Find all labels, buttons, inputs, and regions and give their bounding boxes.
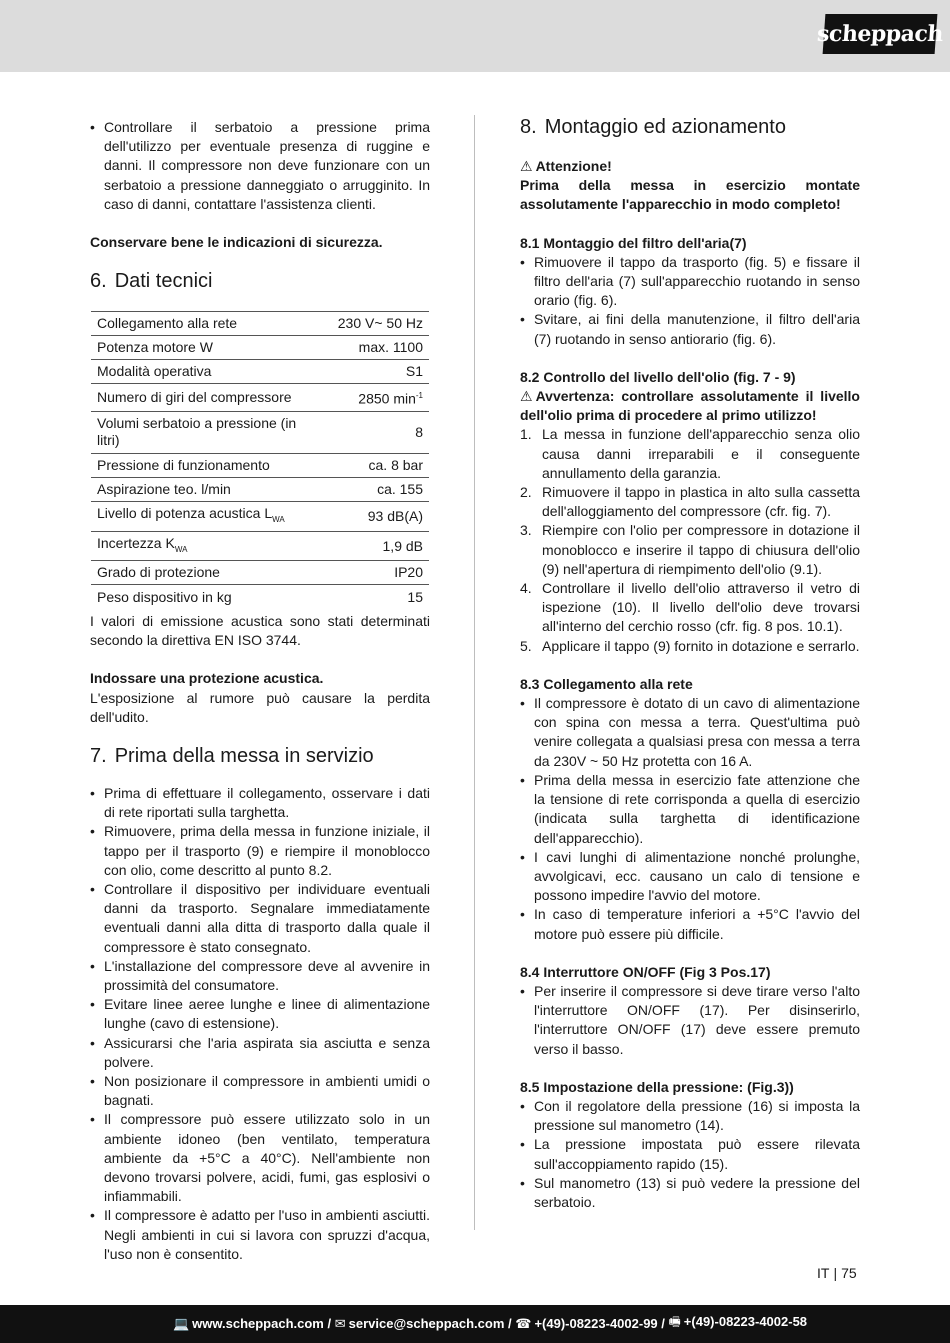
section-7-list xyxy=(90,784,430,1264)
step-number: 3. xyxy=(520,522,532,539)
list-item: • Evitare linee aeree lunghe e linee di alimentazione lunghe (cavo di estensione). xyxy=(90,995,430,1033)
list-item: • Controllare il dispositivo per individuare eventuali danni da trasporto. Segnalare immediatamente eventuali danni alla ditta di trasporto dalla quale il compressore è stato consegnato. xyxy=(90,880,430,957)
page-header xyxy=(0,0,950,72)
attention-title: ⚠ Attenzione! xyxy=(520,157,860,176)
subsection-8-5-title: 8.5 Impostazione della pressione: (Fig.3)) xyxy=(520,1078,794,1095)
section-6-heading: 6. Dati tecnici xyxy=(90,270,213,293)
list-item: • Rimuovere, prima della messa in funzione iniziale, il tappo per il trasporto (9) e riempire il monoblocco con olio, come descritto al punto 8.2. xyxy=(90,822,430,880)
step-item xyxy=(520,425,860,483)
spec-value: 8 xyxy=(415,423,423,440)
table-row xyxy=(91,360,429,384)
spec-label: Grado di protezione xyxy=(97,564,220,581)
subsection-8-3-list xyxy=(520,694,860,944)
step-number: 1. xyxy=(520,426,532,443)
safety-note: Conservare bene le indicazioni di sicurezza. xyxy=(90,234,383,251)
list-item: • L'installazione del compressore deve al avvenire in prossimità del consumatore. xyxy=(90,957,430,995)
step-item xyxy=(520,483,860,521)
footer-phone: ☎ +(49)-08223-4002-99 / xyxy=(515,1316,665,1331)
spec-label: Peso dispositivo in kg xyxy=(97,588,232,605)
spec-value: IP20 xyxy=(394,564,423,581)
footer-mail[interactable]: ✉ service@scheppach.com / xyxy=(334,1316,512,1331)
spec-value: ca. 8 bar xyxy=(368,456,423,473)
spec-label: Volumi serbatoio a pressione (in litri) xyxy=(97,415,297,449)
table-row xyxy=(91,477,429,501)
table-row xyxy=(91,453,429,477)
list-item: • Con il regolatore della pressione (16) si imposta la pressione sul manometro (14). xyxy=(520,1097,860,1135)
subsection-8-2-title: 8.2 Controllo del livello dell'olio (fig. 7 - 9) xyxy=(520,368,796,385)
table-row xyxy=(91,531,429,561)
spec-label: Incertezza $K_{WA}$ xyxy=(97,534,188,554)
table-row xyxy=(91,312,429,336)
subsection-8-2-warning: ⚠ Avvertenza: controllare assolutamente il livello dell'olio prima di procedere al primo utilizzo! xyxy=(520,388,860,424)
spec-label: Aspirazione teo. l/min xyxy=(97,480,231,497)
page-number: IT | 75 xyxy=(817,1265,857,1281)
mail-icon: ✉ xyxy=(334,1316,346,1331)
column-divider xyxy=(474,115,475,1230)
intro-list xyxy=(90,118,430,214)
spec-value: 230 V~ 50 Hz xyxy=(337,315,423,332)
section-7-heading: 7. Prima della messa in servizio xyxy=(90,744,374,767)
spec-value: max. 1100 xyxy=(358,339,423,356)
list-item: • Controllare il serbatoio a pressione prima dell'utilizzo per eventuale presenza di ruggine e danni. Il compressore non deve funzionare con un serbatoio a pressione danneggiato o arrugginito. In caso di danni, contattare l'assistenza clienti. xyxy=(90,118,430,214)
hearing-text: L'esposizione al rumore può causare la perdita dell'udito. xyxy=(90,689,430,725)
spec-value: ca. 155 xyxy=(377,480,423,497)
list-item: • La pressione impostata può essere rilevata sull'accoppiamento rapido (15). xyxy=(520,1135,860,1173)
subsection-8-1-title: 8.1 Montaggio del filtro dell'aria(7) xyxy=(520,234,747,251)
list-item: • Il compressore può essere utilizzato solo in un ambiente idoneo (ben ventilato, temperatura ambiente da +5°C a 40°C). Nell'ambiente non devono trovarsi polvere, acidi, fumi, gas esplosivi o infiammabili. xyxy=(90,1110,430,1206)
list-item: • I cavi lunghi di alimentazione nonché prolunghe, avvolgicavi, ecc. causano un calo di tensione e possono impedire l'avvio del motore. xyxy=(520,848,860,906)
spec-value: 1,9 dB xyxy=(382,537,423,554)
step-text: Applicare il tappo (9) fornito in dotazione e serrarlo. xyxy=(542,637,860,654)
spec-label: Collegamento alla rete xyxy=(97,315,238,332)
step-item xyxy=(520,637,860,656)
list-item: • Il compressore è adatto per l'uso in ambienti asciutti. Negli ambienti in cui si lavora con spruzzi d'acqua, l'uso non è consentito. xyxy=(90,1206,430,1264)
subsection-8-2-steps xyxy=(520,425,860,655)
spec-label: Potenza motore W xyxy=(97,339,213,356)
list-item: • Prima di effettuare il collegamento, osservare i dati di rete riportati sulla targhetta. xyxy=(90,784,430,822)
spec-label: Pressione di funzionamento xyxy=(97,456,270,473)
spec-value: 2850 $\min^{-1}$ xyxy=(358,390,423,407)
list-item: • Per inserire il compressore si deve tirare verso l'alto l'interruttore ON/OFF (17). Per disinserirlo, l'interruttore ON/OFF (17) deve essere premuto verso il basso. xyxy=(520,982,860,1059)
step-number: 5. xyxy=(520,637,532,654)
step-text: Rimuovere il tappo in plastica in alto sulla cassetta dell'alloggiamento del compressore (cfr. fig. 7). xyxy=(542,484,860,520)
warning-icon: ⚠ xyxy=(520,158,533,174)
left-column xyxy=(90,118,430,1264)
table-row xyxy=(91,585,429,609)
step-item xyxy=(520,521,860,579)
subsection-8-3-title: 8.3 Collegamento alla rete xyxy=(520,675,693,692)
step-text: Controllare il livello dell'olio attraverso il vetro di ispezione (10). Il livello dell'olio deve trovarsi all'interno del cerchio rosso (cfr. fig. 8 pos. 10.1). xyxy=(542,580,860,635)
page-footer xyxy=(0,1305,950,1343)
spec-label: Numero di giri del compressore xyxy=(97,389,292,406)
footer-fax: 🖷 +(49)-08223-4002-58 xyxy=(668,1314,808,1329)
spec-label: Modalità operativa xyxy=(97,363,212,380)
right-column xyxy=(520,115,860,1212)
table-row xyxy=(91,411,429,453)
fax-icon: 🖷 xyxy=(668,1314,681,1329)
spec-value: 93 dB(A) xyxy=(367,507,423,524)
emission-text: I valori di emissione acustica sono stati determinati secondo la direttiva EN ISO 3744. xyxy=(90,612,430,649)
step-number: 2. xyxy=(520,484,532,501)
subsection-8-4-list xyxy=(520,982,860,1059)
list-item: • Prima della messa in esercizio fate attenzione che la tensione di rete corrisponda a quella di esercizio (indicata sulla targhetta di identificazione dell'apparecchio). xyxy=(520,771,860,848)
table-row xyxy=(91,384,429,412)
list-item: • Svitare, ai fini della manutenzione, il filtro dell'aria (7) ruotando in senso antiorario (fig. 6). xyxy=(520,310,860,348)
spec-value: 15 xyxy=(407,588,423,605)
list-item: • Rimuovere il tappo da trasporto (fig. 5) e fissare il filtro dell'aria (7) sull'apparecchio ruotando in senso orario (fig. 6). xyxy=(520,253,860,311)
table-row xyxy=(91,561,429,585)
step-text: La messa in funzione dell'apparecchio senza olio causa danni irreparabili e il conseguente annullamento della garanzia. xyxy=(542,426,860,481)
footer-web[interactable]: 💻 www.scheppach.com / xyxy=(172,1316,332,1331)
list-item: • Non posizionare il compressore in ambienti umidi o bagnati. xyxy=(90,1072,430,1110)
list-item: • Assicurarsi che l'aria aspirata sia asciutta e senza polvere. xyxy=(90,1034,430,1072)
step-text: Riempire con l'olio per compressore in dotazione il monoblocco e inserire il tappo di chiusura dell'olio (9) nell'apertura di riempimento dell'olio (9.1). xyxy=(542,522,860,577)
subsection-8-5-list xyxy=(520,1097,860,1212)
spec-label: Livello di potenza acustica $L_{WA}$ xyxy=(97,504,285,524)
spec-table xyxy=(91,311,429,609)
brand-logo: scheppach xyxy=(823,14,938,54)
subsection-8-4-title: 8.4 Interruttore ON/OFF (Fig 3 Pos.17) xyxy=(520,963,771,980)
hearing-title: Indossare una protezione acustica. xyxy=(90,670,324,687)
table-row xyxy=(91,501,429,531)
spec-value: S1 xyxy=(405,363,423,380)
computer-icon: 💻 xyxy=(172,1316,190,1331)
list-item: • Sul manometro (13) si può vedere la pressione del serbatoio. xyxy=(520,1174,860,1212)
list-item: • Il compressore è dotato di un cavo di alimentazione con spina con messa a terra. Quest'ultima può venire collegata a qualsiasi presa con messa a terra da 230V ~ 50 Hz protetta con 16 A. xyxy=(520,694,860,771)
phone-icon: ☎ xyxy=(515,1316,532,1331)
warning-icon: ⚠ xyxy=(520,388,533,405)
step-number: 4. xyxy=(520,580,532,597)
attention-text: Prima della messa in esercizio montate assolutamente l'apparecchio in modo completo! xyxy=(520,177,860,213)
list-item: • In caso di temperature inferiori a +5°C l'avvio del motore può essere più difficile. xyxy=(520,905,860,943)
table-row xyxy=(91,336,429,360)
step-item xyxy=(520,579,860,637)
subsection-8-1-list xyxy=(520,253,860,349)
section-8-heading: 8. Montaggio ed azionamento xyxy=(520,116,786,138)
